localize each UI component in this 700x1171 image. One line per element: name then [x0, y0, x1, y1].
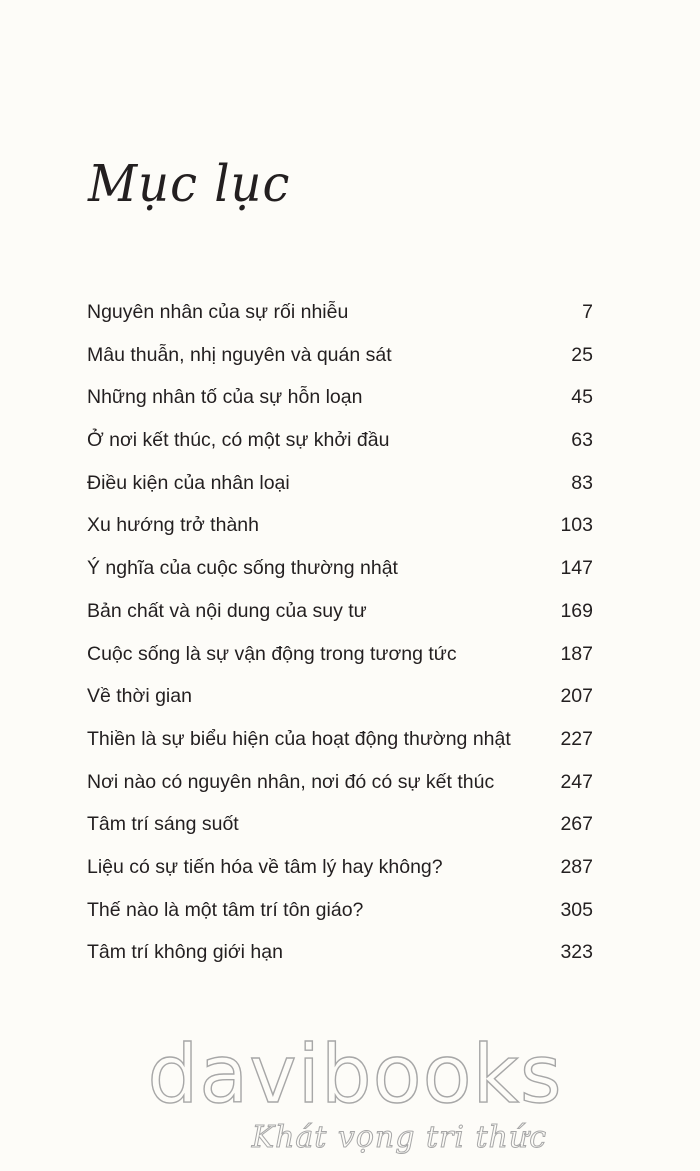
toc-entry-page: 227	[560, 727, 593, 750]
toc-entry	[87, 765, 593, 808]
toc-entry-page: 7	[582, 301, 593, 323]
toc-entry	[87, 637, 593, 680]
toc-entry-title: Nguyên nhân của sự rối nhiễu	[87, 301, 349, 323]
toc-entry-page: 83	[571, 471, 593, 494]
toc-entry-page: 305	[560, 898, 593, 921]
toc-entry	[87, 594, 593, 637]
toc-entry-title: Tâm trí không giới hạn	[87, 941, 283, 964]
toc-entry-title: Thế nào là một tâm trí tôn giáo?	[87, 898, 364, 921]
table-of-contents	[87, 295, 593, 978]
toc-entry-page: 147	[560, 557, 593, 580]
toc-entry	[87, 893, 593, 936]
toc-entry-page: 25	[571, 343, 593, 366]
toc-entry-title: Ở nơi kết thúc, có một sự khởi đầu	[87, 429, 390, 452]
toc-entry-title: Về thời gian	[87, 685, 192, 708]
toc-entry-title: Cuộc sống là sự vận động trong tương tức	[87, 642, 457, 665]
toc-entry-page: 63	[571, 429, 593, 452]
watermark-tagline: Khát vọng tri thức	[251, 1120, 547, 1155]
toc-entry	[87, 679, 593, 722]
toc-entry-page: 267	[560, 813, 593, 836]
publisher-watermark	[145, 1028, 565, 1155]
toc-entry	[87, 935, 593, 978]
toc-entry	[87, 338, 593, 381]
toc-entry-title: Những nhân tố của sự hỗn loạn	[87, 386, 363, 409]
toc-entry-title: Xu hướng trở thành	[87, 514, 259, 537]
toc-entry-title: Liệu có sự tiến hóa về tâm lý hay không?	[87, 855, 443, 878]
toc-entry	[87, 423, 593, 466]
toc-entry	[87, 466, 593, 509]
toc-entry-title: Ý nghĩa của cuộc sống thường nhật	[87, 557, 398, 580]
toc-entry-title: Nơi nào có nguyên nhân, nơi đó có sự kết thúc	[87, 770, 495, 793]
watermark-brand: davibooks	[147, 1028, 563, 1121]
toc-entry-page: 169	[560, 599, 593, 622]
toc-entry-title: Tâm trí sáng suốt	[87, 813, 239, 836]
toc-entry	[87, 295, 593, 338]
toc-entry-page: 287	[560, 855, 593, 878]
toc-entry	[87, 722, 593, 765]
toc-entry	[87, 380, 593, 423]
toc-entry	[87, 508, 593, 551]
toc-entry-title: Điều kiện của nhân loại	[87, 471, 290, 494]
toc-entry-page: 247	[560, 770, 593, 793]
toc-entry-title: Mâu thuẫn, nhị nguyên và quán sát	[87, 343, 392, 366]
toc-entry-page: 103	[560, 514, 593, 537]
page-title: Mục lục	[88, 154, 291, 214]
toc-entry-page: 187	[560, 642, 593, 665]
toc-entry-title: Thiền là sự biểu hiện của hoạt động thường nhật	[87, 727, 511, 750]
toc-entry-title: Bản chất và nội dung của suy tư	[87, 599, 367, 622]
toc-entry-page: 323	[560, 941, 593, 964]
toc-entry	[87, 551, 593, 594]
toc-entry	[87, 807, 593, 850]
toc-entry-page: 45	[571, 386, 593, 409]
toc-entry	[87, 850, 593, 893]
toc-entry-page: 207	[560, 685, 593, 708]
